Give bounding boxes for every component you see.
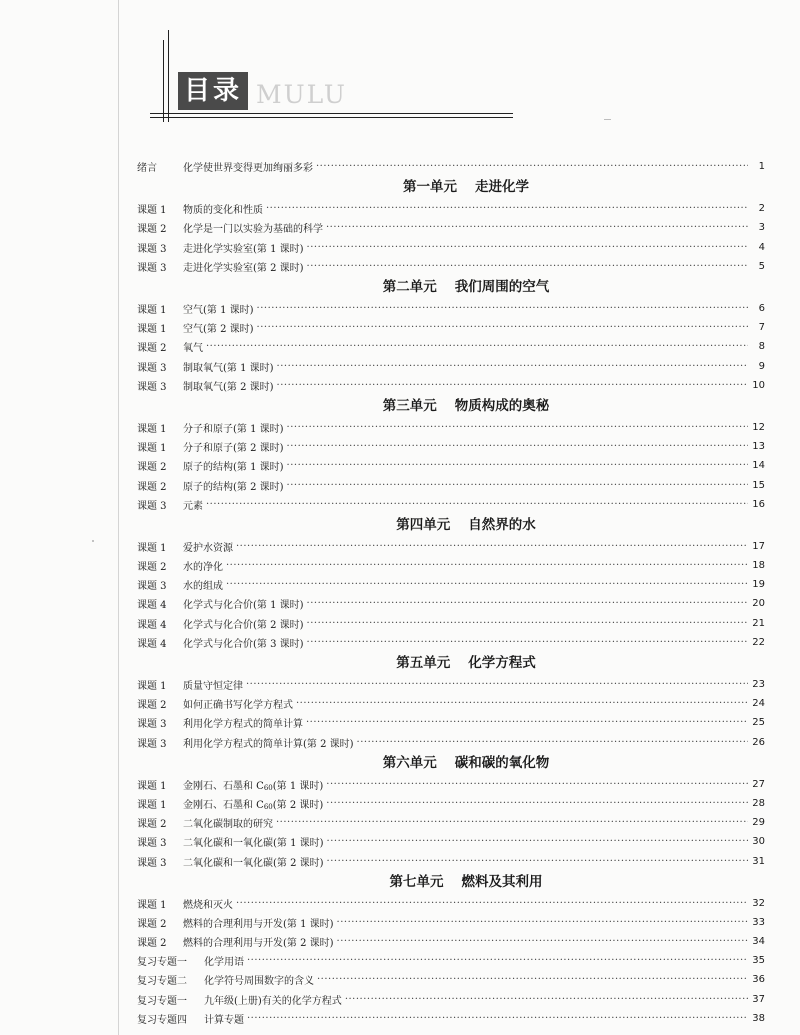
- toc-entry-title: 制取氧气(第 1 课时): [183, 362, 274, 374]
- title-text: 金刚石、石墨和 C: [183, 799, 264, 811]
- toc-entry[interactable]: [137, 694, 765, 713]
- toc-entry-title: 物质的变化和性质: [183, 205, 263, 217]
- toc-entry[interactable]: [137, 437, 765, 456]
- toc-entry-title: [183, 777, 323, 792]
- toc-entry-label: 课题 2: [137, 481, 167, 493]
- toc-entry-title: 燃烧和灭火: [183, 899, 233, 911]
- toc-entry[interactable]: [137, 894, 765, 913]
- toc-entry-title: 计算专题: [204, 1014, 244, 1026]
- toc-entry-label: 课题 2: [137, 562, 167, 574]
- toc-entry[interactable]: [137, 475, 765, 494]
- toc-entry-title: [183, 796, 323, 811]
- toc-entry-label: 课题 4: [137, 600, 167, 612]
- toc-entry-page: 9: [758, 360, 765, 372]
- toc-entry-label: 课题 4: [137, 638, 167, 650]
- dot-leader: [246, 679, 748, 690]
- toc-entry[interactable]: [137, 932, 765, 951]
- dot-leader: [247, 1013, 748, 1024]
- toc-entry-label: 课题 3: [137, 738, 167, 750]
- toc-entry-label: 课题 1: [137, 205, 167, 217]
- toc-entry-label: 复习专题四: [137, 1014, 187, 1026]
- toc-entry-page: 22: [752, 636, 765, 648]
- toc-entry-page: 3: [758, 222, 765, 234]
- toc-entry-title: 氧气: [183, 343, 203, 355]
- toc-entry-title: 利用化学方程式的简单计算: [183, 719, 303, 731]
- title-text-after: (第 2 课时): [272, 799, 324, 811]
- toc-entry[interactable]: [137, 337, 765, 356]
- toc-entry-page: 29: [752, 817, 765, 829]
- toc-entry-page: 7: [758, 322, 765, 334]
- dot-leader: [327, 836, 748, 847]
- dot-leader: [327, 856, 748, 867]
- dot-leader: [277, 380, 748, 391]
- toc-entry-label: 复习专题一: [137, 957, 187, 969]
- toc-entry[interactable]: [137, 495, 765, 514]
- toc-entry-label: 课题 1: [137, 681, 167, 693]
- toc-entry-title: 原子的结构(第 1 课时): [183, 462, 284, 474]
- toc-entry-title: 空气(第 2 课时): [183, 324, 254, 336]
- toc-entry-title: 化学式与化合价(第 2 课时): [183, 619, 304, 631]
- toc-entry-page: 8: [758, 341, 765, 353]
- toc-entry[interactable]: [137, 733, 765, 752]
- unit-heading: [137, 276, 765, 299]
- toc-entry-title: 如何正确书写化学方程式: [183, 700, 293, 712]
- toc-entry-page: 27: [752, 778, 765, 790]
- unit-heading: [137, 395, 765, 418]
- dot-leader: [307, 261, 748, 272]
- dot-leader: [257, 303, 748, 314]
- toc-entry-page: 32: [752, 897, 765, 909]
- toc-entry[interactable]: [137, 575, 765, 594]
- header-rule-horizontal-1: [150, 113, 513, 114]
- dot-leader: [337, 936, 748, 947]
- toc-entry[interactable]: [137, 832, 765, 851]
- toc-entry-page: 28: [752, 797, 765, 809]
- toc-entry-label: 课题 1: [137, 899, 167, 911]
- toc-entry-label: 课题 2: [137, 938, 167, 950]
- toc-entry-review[interactable]: [137, 1009, 765, 1028]
- toc-entry-page: 19: [752, 579, 765, 591]
- unit-number: 第五单元: [396, 654, 451, 671]
- toc-entry-page: 20: [752, 598, 765, 610]
- toc-entry-label: 课题 1: [137, 780, 167, 792]
- dot-leader: [257, 322, 748, 333]
- unit-name: 我们周围的空气: [454, 278, 550, 295]
- toc-entry-title: 化学符号周围数字的含义: [204, 976, 314, 988]
- unit-name: 燃料及其利用: [461, 873, 543, 890]
- dot-leader: [206, 499, 748, 510]
- toc-entry-title: 化学是一门以实验为基础的科学: [183, 224, 323, 236]
- toc-entry-page: 15: [752, 479, 765, 491]
- dot-leader: [345, 994, 748, 1005]
- toc-entry[interactable]: [137, 594, 765, 613]
- toc-header: [0, 0, 800, 140]
- dot-leader: [296, 698, 748, 709]
- toc-entry-page: 21: [752, 617, 765, 629]
- toc-entry-page: 13: [752, 441, 765, 453]
- decorative-dash: [604, 119, 611, 120]
- toc-entry[interactable]: [137, 633, 765, 652]
- toc-entry[interactable]: [137, 218, 765, 237]
- unit-number: 第四单元: [396, 516, 451, 533]
- unit-heading: [137, 514, 765, 537]
- toc-entry[interactable]: [137, 675, 765, 694]
- toc-entry-page: 25: [752, 717, 765, 729]
- toc-entry[interactable]: [137, 556, 765, 575]
- toc-entry-label: 课题 1: [137, 324, 167, 336]
- toc-entry-page: 5: [758, 260, 765, 272]
- dot-leader: [206, 341, 748, 352]
- toc-entry[interactable]: [137, 418, 765, 437]
- unit-number: 第七单元: [389, 873, 444, 890]
- toc-entry-label: 课题 1: [137, 443, 167, 455]
- toc-entry-page: 1: [758, 161, 765, 173]
- toc-entry[interactable]: [137, 299, 765, 318]
- toc-entry-page: 37: [752, 993, 765, 1005]
- toc-entry[interactable]: [137, 614, 765, 633]
- scan-speck: [92, 540, 94, 542]
- dot-leader: [287, 480, 748, 491]
- header-rule-vertical-2: [168, 30, 169, 122]
- dot-leader: [226, 560, 748, 571]
- toc-entry[interactable]: [137, 537, 765, 556]
- unit-heading: [137, 871, 765, 894]
- dot-leader: [307, 618, 748, 629]
- toc-entry-label: 课题 3: [137, 381, 167, 393]
- toc-entry-title: 分子和原子(第 1 课时): [183, 423, 284, 435]
- toc-entry[interactable]: [137, 913, 765, 932]
- toc-entry-intro[interactable]: [137, 157, 765, 176]
- dot-leader: [287, 441, 748, 452]
- unit-name: 走进化学: [475, 179, 529, 196]
- header-rule-vertical-1: [163, 40, 164, 122]
- toc-entry-title: 质量守恒定律: [183, 681, 243, 693]
- toc-entry-title: 化学式与化合价(第 1 课时): [183, 600, 304, 612]
- toc-entry-label: 课题 2: [137, 700, 167, 712]
- toc-entry-page: 26: [752, 736, 765, 748]
- toc-entry-page: 2: [758, 203, 765, 215]
- toc-entry-label: 课题 2: [137, 224, 167, 236]
- dot-leader: [266, 203, 748, 214]
- dot-leader: [307, 242, 748, 253]
- toc-entry-label: 课题 3: [137, 243, 167, 255]
- dot-leader: [326, 798, 748, 809]
- page-binding-edge: [118, 0, 119, 1035]
- dot-leader: [236, 898, 748, 909]
- dot-leader: [326, 779, 748, 790]
- toc-entry-page: 36: [752, 974, 765, 986]
- toc-entry[interactable]: [137, 851, 765, 870]
- unit-heading: [137, 752, 765, 775]
- dot-leader: [357, 737, 748, 748]
- page-title: 目录: [178, 72, 248, 110]
- toc-entry-page: 10: [752, 379, 765, 391]
- page-title-pinyin: MULU: [256, 80, 347, 109]
- toc-entry[interactable]: [137, 794, 765, 813]
- toc-entry-title: 二氧化碳和一氧化碳(第 1 课时): [183, 838, 324, 850]
- toc-entry[interactable]: [137, 813, 765, 832]
- toc-entry-page: 16: [752, 498, 765, 510]
- unit-number: 第三单元: [382, 397, 437, 414]
- toc-entry-label: 课题 3: [137, 262, 167, 274]
- toc-entry-title: 分子和原子(第 2 课时): [183, 443, 284, 455]
- toc-entry-label: 课题 3: [137, 581, 167, 593]
- toc-entry-label: 绪言: [137, 163, 157, 175]
- toc-entry-title: 利用化学方程式的简单计算(第 2 课时): [183, 738, 354, 750]
- toc-entry-title: 元素: [183, 500, 203, 512]
- toc-entry-review[interactable]: [137, 951, 765, 970]
- unit-number: 第二单元: [382, 278, 437, 295]
- dot-leader: [287, 460, 748, 471]
- toc-entry-title: 空气(第 1 课时): [183, 305, 254, 317]
- toc-entry-title: 燃料的合理利用与开发(第 1 课时): [183, 918, 334, 930]
- toc-entry-label: 课题 2: [137, 462, 167, 474]
- dot-leader: [316, 161, 748, 172]
- unit-number: 第一单元: [403, 179, 457, 196]
- toc-entry-label: 复习专题二: [137, 976, 187, 988]
- toc-entry-label: 课题 3: [137, 838, 167, 850]
- toc-entry[interactable]: [137, 713, 765, 732]
- toc-entry-page: 17: [752, 540, 765, 552]
- toc-entry-label: 课题 1: [137, 542, 167, 554]
- toc-entry-title: 水的净化: [183, 562, 223, 574]
- toc-entry[interactable]: [137, 376, 765, 395]
- toc-entry[interactable]: [137, 357, 765, 376]
- subscript: 60: [263, 783, 273, 792]
- unit-heading: [137, 176, 765, 199]
- toc-entry-page: 38: [752, 1012, 765, 1024]
- unit-name: 自然界的水: [468, 516, 536, 533]
- toc-entry-page: 31: [752, 855, 765, 867]
- toc-entry-page: 12: [752, 421, 765, 433]
- toc-entry-review[interactable]: [137, 990, 765, 1009]
- toc-entry-title: 燃料的合理利用与开发(第 2 课时): [183, 938, 334, 950]
- toc-entry-page: 30: [752, 836, 765, 848]
- toc-entry-label: 课题 1: [137, 305, 167, 317]
- toc-entry-title: 走进化学实验室(第 2 课时): [183, 262, 304, 274]
- dot-leader: [307, 637, 748, 648]
- toc-entry-label: 课题 3: [137, 719, 167, 731]
- toc-entry-title: 制取氧气(第 2 课时): [183, 381, 274, 393]
- toc-entry-title: 二氧化碳制取的研究: [183, 819, 273, 831]
- toc-entry-label: 课题 3: [137, 362, 167, 374]
- toc-entry[interactable]: [137, 775, 765, 794]
- dot-leader: [307, 598, 748, 609]
- title-text: 金刚石、石墨和 C: [183, 780, 264, 792]
- dot-leader: [226, 579, 748, 590]
- toc-entry[interactable]: [137, 199, 765, 218]
- dot-leader: [276, 817, 748, 828]
- toc-entry-label: 课题 1: [137, 423, 167, 435]
- toc-entry-page: 33: [752, 916, 765, 928]
- dot-leader: [326, 222, 748, 233]
- subscript: 60: [263, 802, 273, 811]
- toc-entry-page: 14: [752, 460, 765, 472]
- dot-leader: [236, 541, 748, 552]
- toc-entry-title: 水的组成: [183, 581, 223, 593]
- dot-leader: [277, 361, 748, 372]
- toc-entry-label: 课题 4: [137, 619, 167, 631]
- unit-name: 物质构成的奥秘: [454, 397, 550, 414]
- toc-entry-page: 18: [752, 560, 765, 572]
- toc-entry-page: 23: [752, 679, 765, 691]
- toc-entry-title: 化学式与化合价(第 3 课时): [183, 638, 304, 650]
- unit-number: 第六单元: [382, 754, 437, 771]
- toc-entry[interactable]: [137, 238, 765, 257]
- table-of-contents: [137, 157, 765, 1028]
- toc-entry-page: 4: [758, 241, 765, 253]
- dot-leader: [317, 974, 748, 985]
- dot-leader: [306, 717, 748, 728]
- toc-entry-label: 课题 2: [137, 918, 167, 930]
- dot-leader: [337, 917, 748, 928]
- toc-entry-page: 24: [752, 698, 765, 710]
- toc-entry-label: 课题 3: [137, 500, 167, 512]
- toc-entry-review[interactable]: [137, 970, 765, 989]
- unit-name: 碳和碳的氧化物: [454, 754, 550, 771]
- toc-entry-title: 爱护水资源: [183, 542, 233, 554]
- toc-entry-title: 走进化学实验室(第 1 课时): [183, 243, 304, 255]
- toc-entry-title: 化学用语: [204, 957, 244, 969]
- toc-entry[interactable]: [137, 257, 765, 276]
- toc-entry-page: 6: [758, 303, 765, 315]
- unit-heading: [137, 652, 765, 675]
- toc-entry[interactable]: [137, 318, 765, 337]
- toc-entry-label: 复习专题一: [137, 995, 187, 1007]
- title-text-after: (第 1 课时): [272, 780, 324, 792]
- toc-entry-title: 二氧化碳和一氧化碳(第 2 课时): [183, 857, 324, 869]
- dot-leader: [247, 955, 748, 966]
- toc-entry-label: 课题 3: [137, 857, 167, 869]
- toc-entry-label: 课题 2: [137, 343, 167, 355]
- toc-entry-title: 九年级(上册)有关的化学方程式: [204, 995, 342, 1007]
- toc-entry-page: 35: [752, 955, 765, 967]
- toc-entry-title: 原子的结构(第 2 课时): [183, 481, 284, 493]
- dot-leader: [287, 422, 748, 433]
- header-rule-horizontal-2: [150, 117, 513, 118]
- toc-entry-label: 课题 1: [137, 799, 167, 811]
- toc-entry-title: 化学使世界变得更加绚丽多彩: [183, 163, 313, 175]
- toc-entry[interactable]: [137, 456, 765, 475]
- unit-name: 化学方程式: [468, 654, 536, 671]
- toc-entry-label: 课题 2: [137, 819, 167, 831]
- toc-entry-page: 34: [752, 936, 765, 948]
